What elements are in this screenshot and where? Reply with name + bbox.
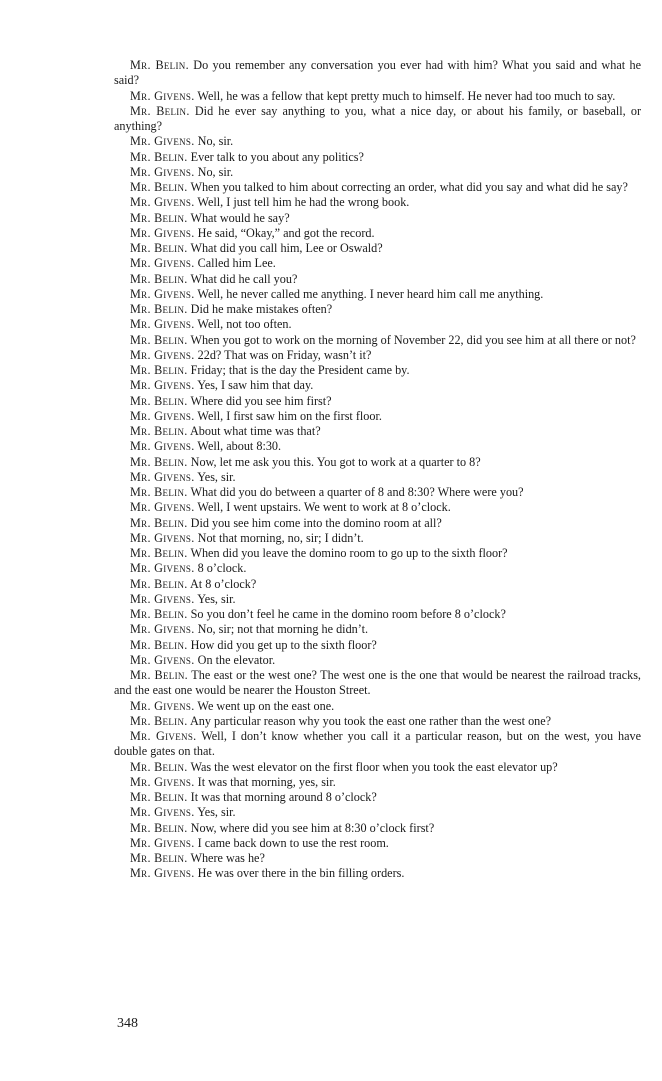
speaker-label: Mr. Givens.	[130, 698, 195, 713]
transcript-paragraph	[114, 455, 641, 470]
speaker-label: Mr. Givens.	[130, 561, 195, 576]
transcript-paragraph	[114, 531, 641, 546]
transcript-paragraph	[114, 134, 641, 149]
transcript-paragraph	[114, 195, 641, 210]
transcript-paragraph	[114, 714, 641, 729]
transcript-paragraph	[114, 180, 641, 195]
paragraph-text: What would he say?	[190, 210, 290, 225]
paragraph-text: Well, I just tell him he had the wrong book.	[197, 195, 410, 210]
speaker-label: Mr. Belin.	[130, 424, 188, 438]
transcript-body	[114, 58, 641, 882]
speaker-label: Mr. Belin.	[130, 607, 188, 621]
transcript-paragraph	[114, 165, 641, 180]
paragraph-text: 22d? That was on Friday, wasn’t it?	[197, 347, 372, 362]
speaker-label: Mr. Givens.	[130, 256, 195, 271]
transcript-paragraph	[114, 211, 641, 226]
transcript-paragraph	[114, 378, 641, 393]
speaker-label: Mr. Belin.	[130, 241, 188, 255]
paragraph-text: Now, let me ask you this. You got to work at a quarter to 8?	[190, 454, 481, 469]
speaker-label: Mr. Givens.	[130, 866, 195, 881]
speaker-label: Mr. Belin.	[130, 820, 188, 835]
paragraph-text: When you talked to him about correcting an order, what did you say and what did he say?	[190, 180, 628, 194]
speaker-label: Mr. Givens.	[130, 774, 195, 789]
speaker-label: Mr. Givens.	[130, 729, 197, 743]
transcript-paragraph	[114, 851, 641, 866]
transcript-paragraph	[114, 607, 641, 622]
transcript-paragraph	[114, 699, 641, 714]
paragraph-text: No, sir.	[197, 164, 234, 179]
transcript-paragraph	[114, 821, 641, 836]
speaker-label: Mr. Belin.	[130, 576, 188, 591]
page-number: 348	[117, 1016, 138, 1031]
speaker-label: Mr. Givens.	[130, 530, 195, 545]
transcript-paragraph	[114, 622, 641, 637]
paragraph-text: Well, about 8:30.	[197, 439, 282, 454]
paragraph-text: Yes, I saw him that day.	[197, 378, 314, 393]
paragraph-text: Do you remember any conversation you ever had with him? What you said and what he said?	[114, 58, 641, 88]
transcript-paragraph	[114, 302, 641, 317]
paragraph-text: 8 o’clock.	[197, 561, 247, 576]
transcript-paragraph	[114, 866, 641, 881]
speaker-label: Mr. Givens.	[130, 317, 195, 332]
speaker-label: Mr. Belin.	[130, 851, 188, 865]
transcript-paragraph	[114, 592, 641, 607]
transcript-paragraph	[114, 546, 641, 561]
transcript-paragraph	[114, 363, 641, 378]
transcript-paragraph	[114, 89, 641, 104]
transcript-paragraph	[114, 668, 641, 699]
transcript-paragraph	[114, 439, 641, 454]
paragraph-text: When did you leave the domino room to go up to the sixth floor?	[190, 546, 508, 560]
paragraph-text: Now, where did you see him at 8:30 o’clock first?	[190, 820, 435, 835]
paragraph-text: Did he make mistakes often?	[190, 302, 333, 316]
speaker-label: Mr. Belin.	[130, 759, 188, 774]
speaker-label: Mr. Givens.	[130, 286, 195, 301]
transcript-paragraph	[114, 256, 641, 271]
paragraph-text: Called him Lee.	[197, 256, 276, 271]
paragraph-text: No, sir; not that morning he didn’t.	[197, 622, 369, 637]
paragraph-text: Any particular reason why you took the east one rather than the west one?	[189, 713, 552, 728]
paragraph-text: Yes, sir.	[197, 591, 236, 606]
transcript-paragraph	[114, 470, 641, 485]
paragraph-text: He said, “Okay,” and got the record.	[197, 225, 375, 240]
transcript-paragraph	[114, 775, 641, 790]
speaker-label: Mr. Givens.	[130, 591, 195, 606]
speaker-label: Mr. Belin.	[130, 668, 189, 682]
transcript-paragraph	[114, 409, 641, 424]
speaker-label: Mr. Belin.	[130, 485, 188, 499]
transcript-paragraph	[114, 226, 641, 241]
paragraph-text: What did you do between a quarter of 8 and 8:30? Where were you?	[190, 485, 524, 499]
transcript-paragraph	[114, 424, 641, 439]
speaker-label: Mr. Belin.	[130, 637, 188, 652]
speaker-label: Mr. Givens.	[130, 347, 195, 362]
speaker-label: Mr. Givens.	[130, 378, 195, 393]
speaker-label: Mr. Givens.	[130, 225, 195, 240]
paragraph-text: Not that morning, no, sir; I didn’t.	[197, 530, 364, 545]
paragraph-text: Well, not too often.	[197, 317, 292, 332]
paragraph-text: At 8 o’clock?	[189, 576, 257, 591]
transcript-paragraph	[114, 805, 641, 820]
transcript-paragraph	[114, 58, 641, 89]
paragraph-text: We went up on the east one.	[197, 698, 335, 713]
speaker-label: Mr. Givens.	[130, 835, 195, 850]
speaker-label: Mr. Belin.	[130, 454, 188, 469]
speaker-label: Mr. Givens.	[130, 195, 195, 210]
speaker-label: Mr. Givens.	[130, 805, 195, 820]
transcript-paragraph	[114, 241, 641, 256]
paragraph-text: On the elevator.	[197, 652, 276, 667]
transcript-paragraph	[114, 790, 641, 805]
speaker-label: Mr. Belin.	[130, 332, 188, 347]
speaker-label: Mr. Belin.	[130, 302, 188, 316]
speaker-label: Mr. Belin.	[130, 103, 190, 118]
paragraph-text: What did he call you?	[190, 271, 298, 286]
transcript-paragraph	[114, 500, 641, 515]
paragraph-text: Yes, sir.	[197, 469, 236, 484]
speaker-label: Mr. Belin.	[130, 713, 188, 728]
paragraph-text: Well, I don’t know whether you call it a particular reason, but on the west, you have double gates on that.	[114, 729, 641, 759]
paragraph-text: Well, he never called me anything. I never heard him call me anything.	[197, 286, 544, 301]
transcript-paragraph	[114, 104, 641, 135]
paragraph-text: He was over there in the bin filling orders.	[197, 866, 405, 881]
speaker-label: Mr. Givens.	[130, 408, 195, 423]
transcript-paragraph	[114, 287, 641, 302]
paragraph-text: Did you see him come into the domino room at all?	[190, 515, 442, 530]
transcript-paragraph	[114, 272, 641, 287]
paragraph-text: Where did you see him first?	[190, 393, 332, 408]
transcript-paragraph	[114, 333, 641, 348]
paragraph-text: The east or the west one? The west one is the one that would be nearest the railroad tracks, and the east one would be nearer the Houston Street.	[114, 668, 641, 698]
transcript-paragraph	[114, 348, 641, 363]
transcript-paragraph	[114, 516, 641, 531]
speaker-label: Mr. Givens.	[130, 652, 195, 667]
transcript-paragraph	[114, 760, 641, 775]
speaker-label: Mr. Givens.	[130, 134, 195, 149]
transcript-paragraph	[114, 317, 641, 332]
transcript-paragraph	[114, 485, 641, 500]
paragraph-text: Friday; that is the day the President came by.	[190, 363, 410, 377]
paragraph-text: When you got to work on the morning of November 22, did you see him at all there or not?	[190, 332, 636, 347]
paragraph-text: Yes, sir.	[197, 805, 236, 820]
paragraph-text: So you don’t feel he came in the domino room before 8 o’clock?	[190, 607, 506, 621]
paragraph-text: About what time was that?	[189, 424, 321, 438]
speaker-label: Mr. Givens.	[130, 622, 195, 637]
speaker-label: Mr. Belin.	[130, 58, 189, 72]
transcript-paragraph	[114, 729, 641, 760]
paragraph-text: What did you call him, Lee or Oswald?	[190, 241, 383, 255]
paragraph-text: No, sir.	[197, 134, 234, 149]
paragraph-text: Well, I first saw him on the first floor.	[197, 408, 382, 423]
speaker-label: Mr. Belin.	[130, 180, 188, 194]
speaker-label: Mr. Givens.	[130, 88, 195, 103]
transcript-paragraph	[114, 150, 641, 165]
speaker-label: Mr. Belin.	[130, 363, 188, 377]
paragraph-text: Well, he was a fellow that kept pretty much to himself. He never had too much to say.	[197, 88, 616, 103]
paragraph-text: I came back down to use the rest room.	[197, 835, 389, 850]
speaker-label: Mr. Belin.	[130, 790, 188, 804]
speaker-label: Mr. Belin.	[130, 546, 188, 560]
paragraph-text: Ever talk to you about any politics?	[190, 149, 364, 164]
paragraph-text: It was that morning around 8 o’clock?	[190, 790, 377, 804]
speaker-label: Mr. Belin.	[130, 271, 188, 286]
speaker-label: Mr. Belin.	[130, 210, 188, 225]
transcript-paragraph	[114, 653, 641, 668]
transcript-paragraph	[114, 561, 641, 576]
speaker-label: Mr. Givens.	[130, 469, 195, 484]
speaker-label: Mr. Givens.	[130, 439, 195, 454]
paragraph-text: Did he ever say anything to you, what a nice day, or about his family, or baseball, or anything?	[114, 103, 642, 133]
transcript-paragraph	[114, 577, 641, 592]
paragraph-text: Was the west elevator on the first floor when you took the east elevator up?	[190, 759, 558, 774]
speaker-label: Mr. Givens.	[130, 164, 195, 179]
speaker-label: Mr. Belin.	[130, 393, 188, 408]
transcript-paragraph	[114, 836, 641, 851]
paragraph-text: It was that morning, yes, sir.	[197, 774, 336, 789]
speaker-label: Mr. Belin.	[130, 515, 188, 530]
speaker-label: Mr. Givens.	[130, 500, 195, 515]
transcript-paragraph	[114, 394, 641, 409]
paragraph-text: How did you get up to the sixth floor?	[190, 637, 377, 652]
paragraph-text: Well, I went upstairs. We went to work at 8 o’clock.	[197, 500, 451, 515]
speaker-label: Mr. Belin.	[130, 149, 188, 164]
transcript-paragraph	[114, 638, 641, 653]
paragraph-text: Where was he?	[190, 851, 265, 865]
